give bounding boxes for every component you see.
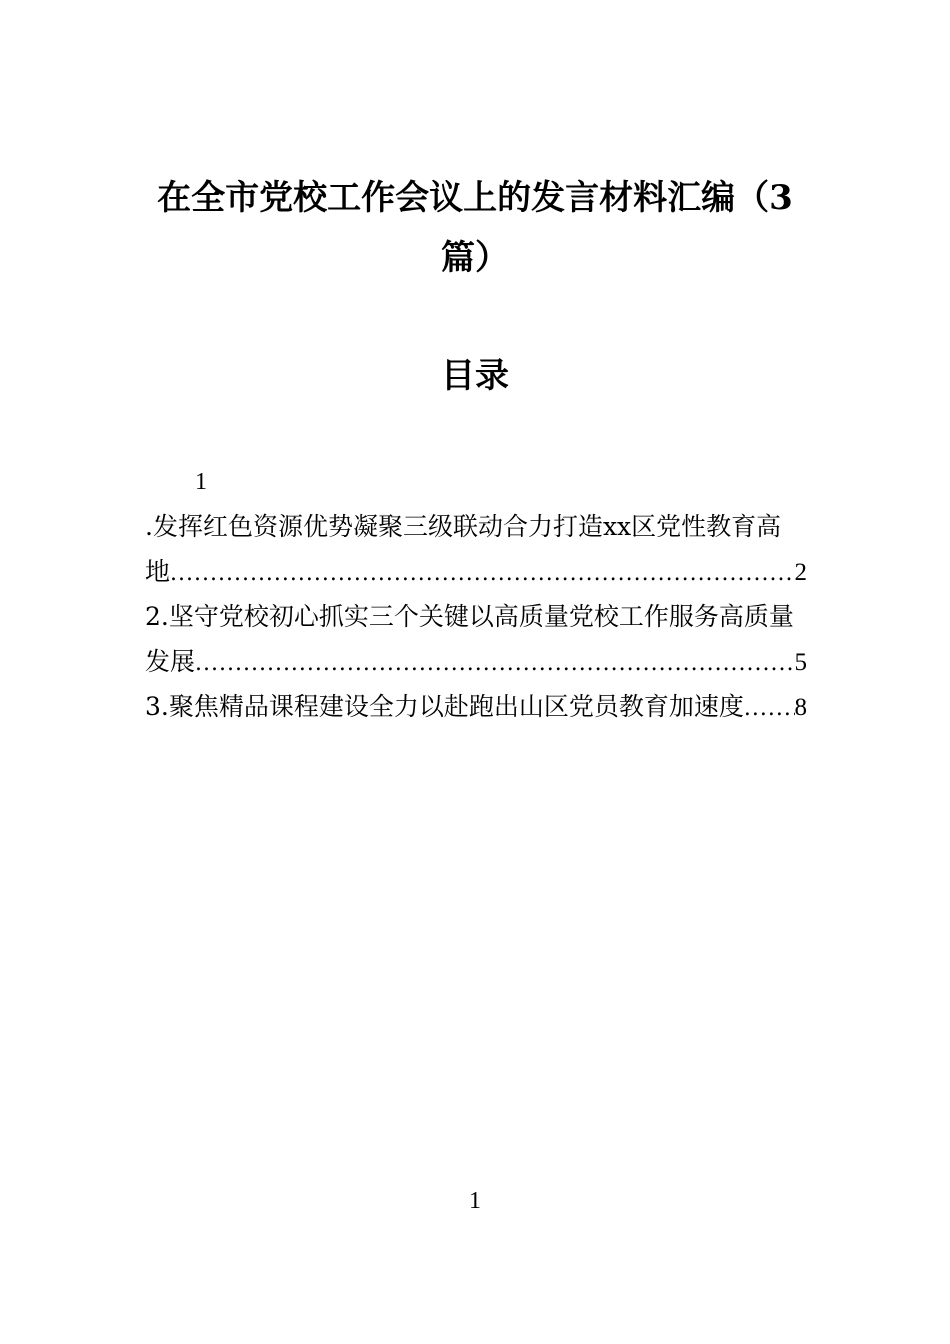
toc-entry-1-text: .发挥红色资源优势凝聚三级联动合力打造xx区党性教育高 bbox=[145, 512, 782, 541]
toc-entry-2-line2[interactable] bbox=[145, 639, 807, 684]
document-title: 在全市党校工作会议上的发言材料汇编（3篇） bbox=[157, 178, 793, 278]
toc-entry-1-line1[interactable] bbox=[145, 504, 807, 549]
toc-entry-1-page: 2 bbox=[794, 559, 807, 586]
toc-leader-dots bbox=[744, 686, 795, 731]
toc-leader-dots bbox=[195, 641, 794, 686]
toc-entry-1-line2[interactable] bbox=[145, 549, 807, 594]
toc-entry-2-page: 5 bbox=[794, 649, 807, 676]
toc-entry-3-line1[interactable] bbox=[145, 684, 807, 729]
toc-entry-2-text: 2.坚守党校初心抓实三个关键以高质量党校工作服务高质量 bbox=[145, 602, 794, 631]
toc-leader-dots bbox=[170, 551, 794, 596]
toc-entry-2-line1[interactable] bbox=[145, 594, 807, 639]
table-of-contents bbox=[145, 462, 807, 729]
toc-entry-3-text: 3.聚焦精品课程建设全力以赴跑出山区党员教育加速度 bbox=[145, 692, 744, 721]
toc-entry-1-number: 1 bbox=[195, 469, 207, 495]
toc-entry-3-page: 8 bbox=[794, 694, 807, 721]
toc-entry-1-text-cont: 地 bbox=[145, 557, 171, 586]
toc-entry-2-text-cont: 发展 bbox=[145, 647, 196, 676]
page-number: 1 bbox=[469, 1188, 481, 1214]
toc-heading: 目录 bbox=[441, 356, 509, 396]
